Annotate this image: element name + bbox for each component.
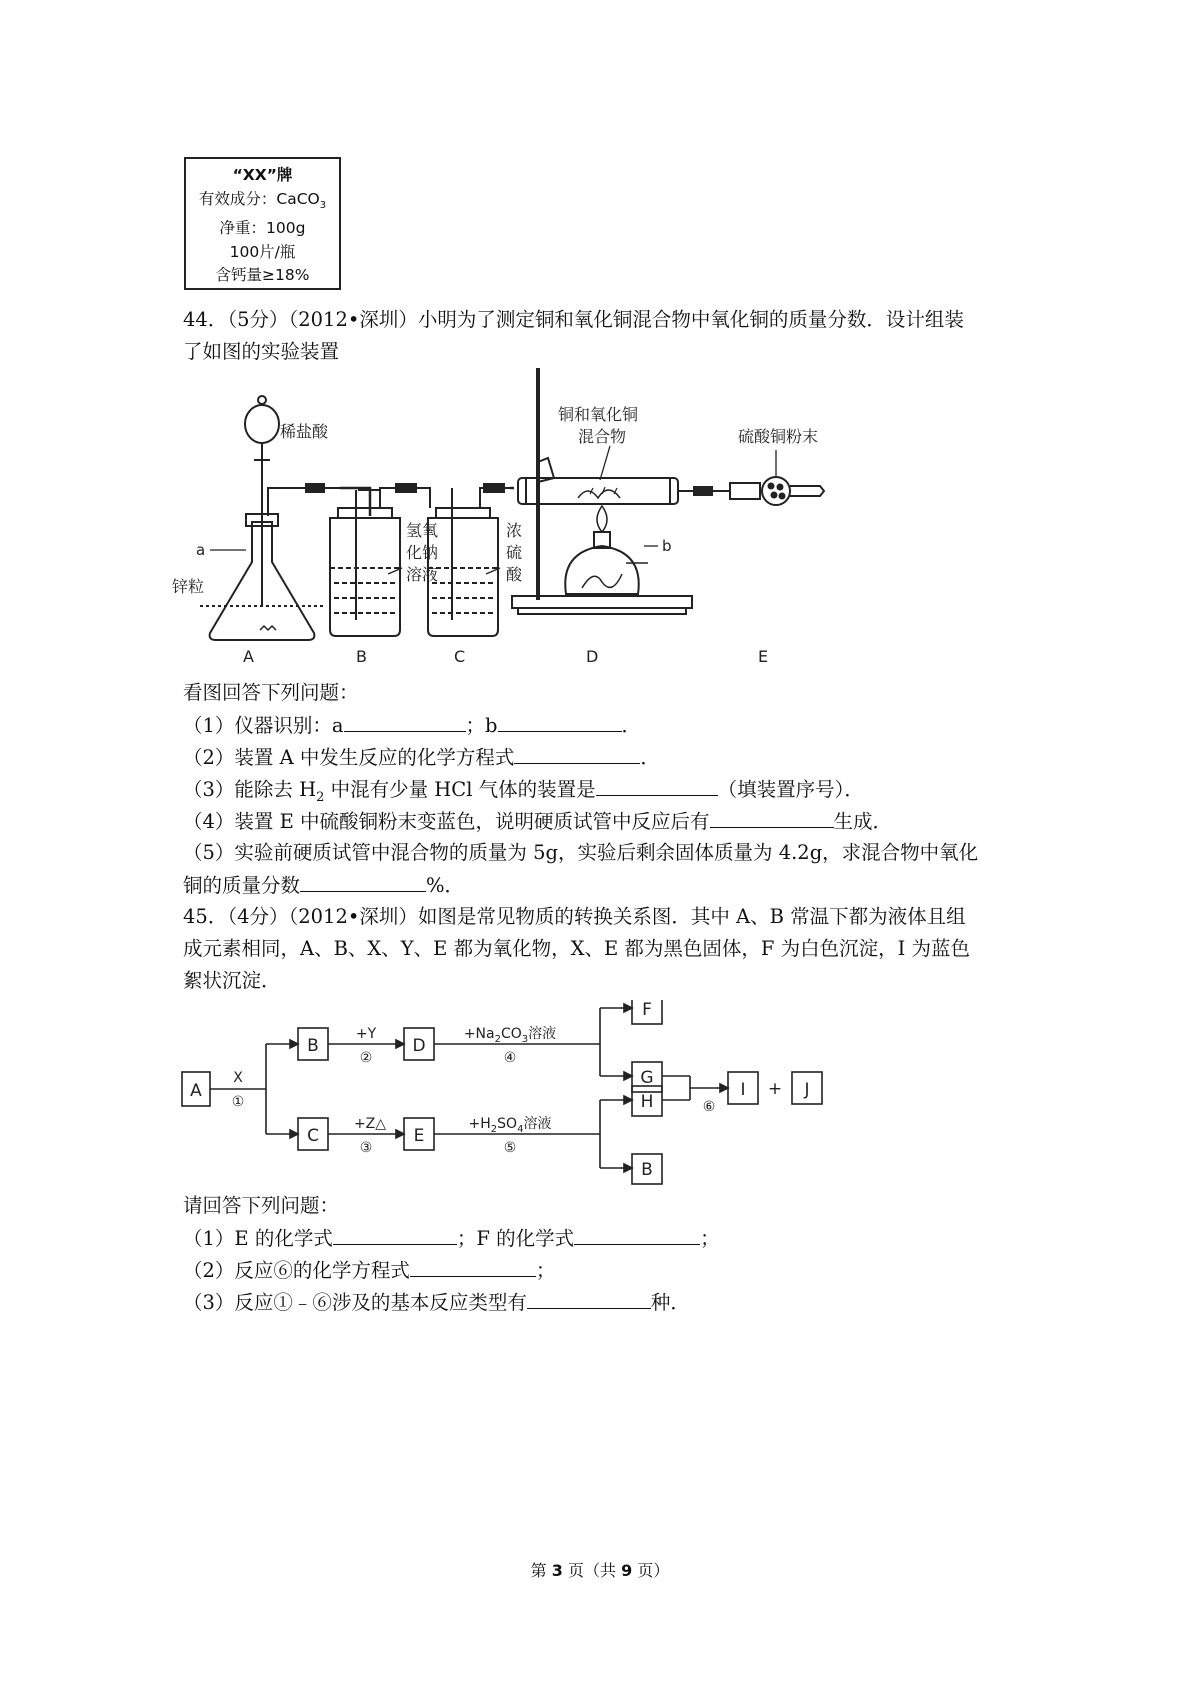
q45-stem-line2: 成元素相同，A、B、X、Y、E 都为氧化物，X、E 都为黑色固体，F 为白色沉淀，I 为蓝色	[183, 937, 971, 960]
node-j: J	[804, 1080, 810, 1100]
reaction-flowchart	[180, 1000, 880, 1186]
node-g: G	[640, 1068, 654, 1088]
naoh-label-2: 化钠	[406, 543, 439, 562]
label-brand: “XX”牌	[232, 166, 293, 184]
label-weight: 净重：100g	[219, 219, 306, 238]
answer-blank-percent[interactable]	[300, 871, 426, 892]
q45-stem-line1: 45．（4分）（2012•深圳）如图是常见物质的转换关系图．其中 A、B 常温下都为液体且组	[183, 905, 966, 928]
bottle-b	[330, 488, 430, 636]
reaction-1: ①	[231, 1094, 245, 1110]
apparatus-figure	[170, 368, 930, 676]
answer-blank-f-formula[interactable]	[574, 1224, 700, 1245]
product-label	[184, 157, 341, 290]
q45-sub2: （2）反应⑥的化学方程式 ；	[183, 1256, 555, 1285]
reaction-3: ③	[359, 1140, 373, 1156]
page-number: 3	[551, 1561, 563, 1580]
label-a: A	[243, 647, 254, 666]
answer-blank-product[interactable]	[710, 807, 834, 828]
node-d: D	[412, 1036, 426, 1056]
q45-stem-line3: 絮状沉淀．	[183, 969, 281, 992]
reagent-na2co3: $+Na_2CO_3$溶液	[463, 1026, 557, 1045]
node-f: F	[642, 1000, 652, 1020]
label-b: B	[356, 647, 367, 666]
hcl-label: 稀盐酸	[280, 422, 329, 441]
label-c: C	[454, 647, 466, 666]
node-b: B	[307, 1036, 319, 1056]
reaction-4: ④	[503, 1050, 517, 1066]
answer-blank-device[interactable]	[596, 775, 718, 796]
reagent-y: +Y	[355, 1026, 377, 1042]
q44-sub2: （2）装置 A 中发生反应的化学方程式 ．	[183, 743, 660, 772]
naoh-label-1: 氢氧	[406, 521, 439, 540]
label-d: D	[586, 647, 599, 666]
page-footer: 第 3 页（共 9 页）	[530, 1561, 670, 1580]
node-i: I	[740, 1080, 746, 1100]
zinc-label: 锌粒	[172, 577, 205, 596]
answer-blank-equation-6[interactable]	[410, 1256, 536, 1277]
q44-sub3: （3）能除去 $H_2$ 中混有少量 HCl 气体的装置是 （填装置序号）．	[183, 775, 864, 812]
reaction-2: ②	[359, 1050, 373, 1066]
h2so4-label-2: 硫	[506, 543, 523, 562]
label-calcium: 含钙量≥18%	[215, 266, 310, 285]
q44-prompt: 看图回答下列问题：	[183, 681, 359, 704]
node-c: C	[307, 1126, 319, 1146]
answer-blank-e-formula[interactable]	[333, 1224, 457, 1245]
node-e: E	[413, 1126, 425, 1146]
naoh-label-3: 溶液	[406, 565, 439, 584]
label-count: 100片/瓶	[229, 242, 296, 261]
page-total: 9	[621, 1561, 633, 1580]
answer-blank-a[interactable]	[344, 711, 466, 732]
q44-sub5-line2: 铜的质量分数 %．	[183, 871, 464, 900]
mixture-label-1: 铜和氧化铜	[558, 405, 639, 424]
q45-sub1: （1）E 的化学式 ；F 的化学式 ；	[183, 1224, 720, 1253]
q44-sub5-line1: （5）实验前硬质试管中混合物的质量为 5g，实验后剩余固体质量为 4.2g，求混合物中氧化	[183, 841, 979, 864]
node-a: A	[190, 1081, 202, 1101]
plus-sign: +	[767, 1079, 783, 1099]
q45-prompt: 请回答下列问题：	[183, 1194, 340, 1217]
mixture-label-2: 混合物	[578, 427, 627, 446]
label-e: E	[758, 647, 769, 666]
node-h: H	[640, 1092, 654, 1112]
node-b-second: B	[641, 1160, 653, 1180]
bottle-c	[428, 488, 510, 636]
cuso4-label: 硫酸铜粉末	[738, 427, 819, 446]
reaction-5: ⑤	[503, 1140, 517, 1156]
q44-stem-line1: 44．（5分）（2012•深圳）小明为了测定铜和氧化铜混合物中氧化铜的质量分数．设计组装	[183, 308, 964, 331]
q44-sub4: （4）装置 E 中硫酸铜粉末变蓝色，说明硬质试管中反应后有 生成．	[183, 807, 892, 836]
q44-sub1: （1）仪器识别：a ；b ．	[183, 711, 641, 740]
reagent-x: X	[233, 1070, 243, 1086]
q45-sub3: （3）反应①﹣⑥涉及的基本反应类型有 种．	[183, 1288, 690, 1317]
drying-tube-e	[730, 477, 824, 505]
reagent-h2so4: $+H_2SO_4$溶液	[468, 1116, 552, 1135]
h2so4-label-3: 酸	[506, 565, 523, 584]
label-ingredient: 有效成分：CaCO$_3$	[198, 189, 327, 211]
reagent-z: +Z△	[353, 1116, 387, 1132]
b-mark: b	[662, 537, 672, 555]
answer-blank-equation-a[interactable]	[514, 743, 640, 764]
answer-blank-b[interactable]	[498, 711, 622, 732]
answer-blank-types[interactable]	[527, 1288, 651, 1309]
a-mark: a	[196, 541, 206, 559]
q44-stem-line2: 了如图的实验装置	[183, 340, 340, 363]
h2so4-label-1: 浓	[506, 521, 523, 540]
reaction-6: ⑥	[702, 1099, 716, 1115]
